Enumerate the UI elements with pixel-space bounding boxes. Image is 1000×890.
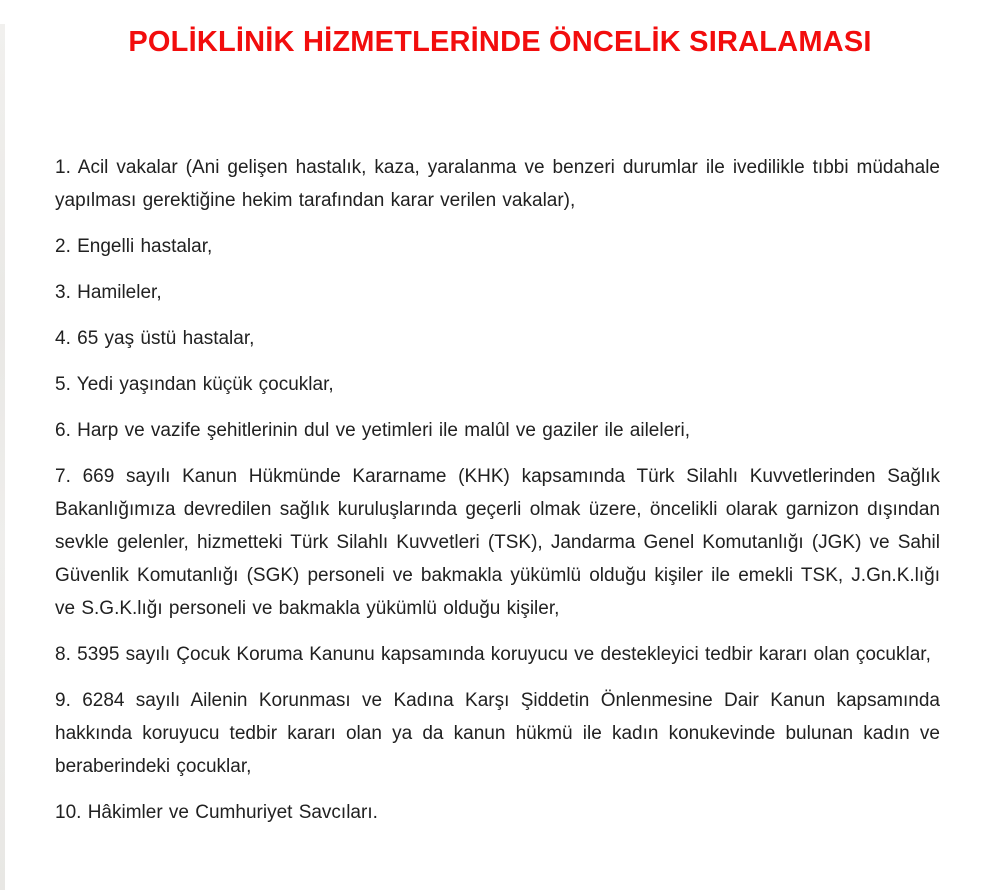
- priority-item-9: 9. 6284 sayılı Ailenin Korunması ve Kadına Karşı Şiddetin Önlenmesine Dair Kanun kapsamında hakkında koruyucu tedbir kararı olan ya da kanun hükmü ile kadın konukevinde bulunan kadın ve beraberindeki çocuklar,: [55, 690, 940, 777]
- priority-list: [0, 151, 1000, 829]
- priority-item-2: 2. Engelli hastalar,: [55, 236, 213, 257]
- document-page: [0, 24, 1000, 829]
- priority-item-8: 8. 5395 sayılı Çocuk Koruma Kanunu kapsamında koruyucu ve destekleyici tedbir kararı olan çocuklar,: [55, 644, 931, 665]
- priority-item-1: 1. Acil vakalar (Ani gelişen hastalık, kaza, yaralanma ve benzeri durumlar ile ivedilikle tıbbi müdahale yapılması gerektiğine hekim tarafından karar verilen vakalar),: [55, 157, 940, 211]
- priority-item-4: 4. 65 yaş üstü hastalar,: [55, 328, 255, 349]
- priority-item-5: 5. Yedi yaşından küçük çocuklar,: [55, 374, 334, 395]
- priority-item-7: 7. 669 sayılı Kanun Hükmünde Kararname (KHK) kapsamında Türk Silahlı Kuvvetlerinden Sağlık Bakanlığımıza devredilen sağlık kuruluşlarında geçerli olmak üzere, öncelikli olarak garnizon dışından sevkle gelenler, hizmetteki Türk Silahlı Kuvvetleri (TSK), Jandarma Genel Komutanlığı (JGK) ve Sahil Güvenlik Komutanlığı (SGK) personeli ve bakmakla yükümlü olduğu kişiler ile emekli TSK, J.Gn.K.lığı ve S.G.K.lığı personeli ve bakmakla yükümlü olduğu kişiler,: [55, 466, 940, 619]
- priority-item-6: 6. Harp ve vazife şehitlerinin dul ve yetimleri ile malûl ve gaziler ile aileleri,: [55, 420, 690, 441]
- priority-item-3: 3. Hamileler,: [55, 282, 162, 303]
- page-title: POLİKLİNİK HİZMETLERİNDE ÖNCELİK SIRALAMASI: [128, 26, 872, 58]
- priority-item-10: 10. Hâkimler ve Cumhuriyet Savcıları.: [55, 802, 378, 823]
- scan-edge-strip: [0, 24, 5, 890]
